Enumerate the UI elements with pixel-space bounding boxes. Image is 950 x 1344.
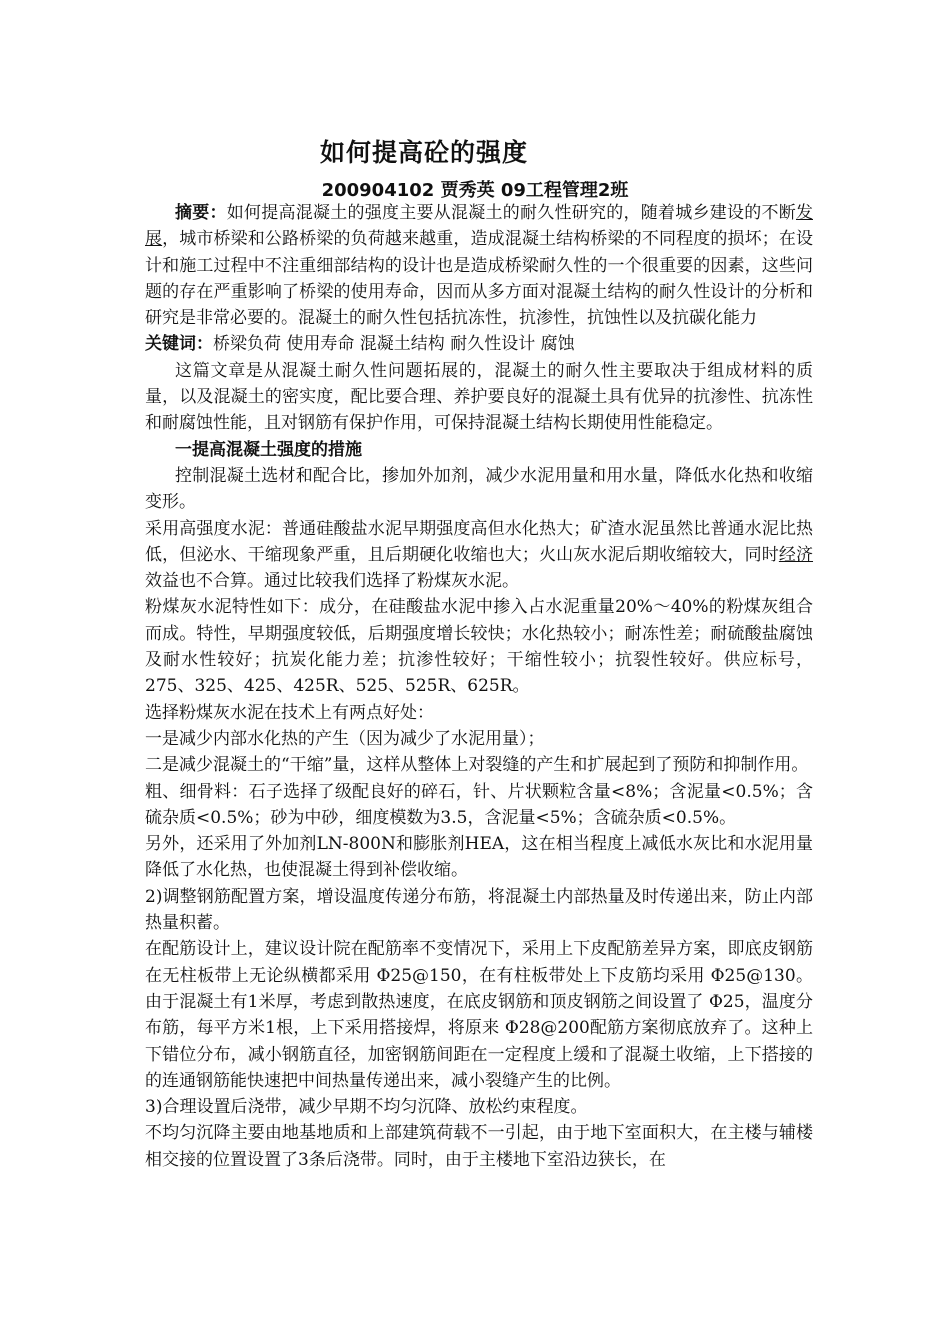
- author-byline: 200904102 贾秀英 09工程管理2班: [321, 180, 629, 201]
- cement-text-part-1: 采用高强度水泥：普通硅酸盐水泥早期强度高但水化热大；矿渣水泥虽然比普通水泥比热低，但泌水、干缩现象严重，且后期硬化收缩也大；火山灰水泥后期收缩较大，同时: [145, 518, 813, 565]
- control-paragraph: 控制混凝土选材和配合比，掺加外加剂，减少水泥用量和用水量，降低水化热和收缩变形。: [145, 465, 813, 513]
- abstract-link-development[interactable]: 发展: [145, 203, 813, 250]
- aggregate-paragraph: 粗、细骨料：石子选择了级配良好的碎石，针、片状颗粒含量<8%；含泥量<0.5%；含硫杂质<0.5%；砂为中砂，细度模数为3.5，含泥量<5%；含硫杂质<0.5%。: [145, 781, 813, 828]
- section-heading: 一提高混凝土强度的措施: [175, 439, 362, 460]
- step-3-paragraph: 3)合理设置后浇带，减少早期不均匀沉降、放松约束程度。: [145, 1097, 588, 1118]
- abstract-text-part-2: ，城市桥梁和公路桥梁的负荷越来越重，造成混凝土结构桥梁的不同程度的损坏；在设计和施工过程中不注重细部结构的设计也是造成桥梁耐久性的一个很重要的因素，这些问题的存在严重影响了桥梁的使用寿命，因而从多方面对混凝土结构的耐久性设计的分析和研究是非常必要的。混凝土的耐久性包括抗冻性，抗渗性，抗蚀性以及抗碳化能力: [145, 229, 814, 329]
- abstract-paragraph: [145, 200, 813, 331]
- cement-link-economy[interactable]: 经济: [778, 544, 814, 565]
- step-2-paragraph: 2)调整钢筋配置方案，增设温度传递分布筋，将混凝土内部热量及时传递出来，防止内部热量积蓄。: [145, 886, 813, 934]
- abstract-text-part-1: 如何提高混凝土的强度主要从混凝土的耐久性研究的，随着城乡建设的不断: [226, 203, 796, 223]
- document-title: 如何提高砼的强度: [319, 138, 528, 167]
- admixture-paragraph: 另外，还采用了外加剂LN-800N和膨胀剂HEA，这在相当程度上减低水灰比和水泥用量降低了水化热，也使混凝土得到补偿收缩。: [145, 834, 813, 881]
- cement-text-part-2: 效益也不合算。通过比较我们选择了粉煤灰水泥。: [145, 571, 519, 592]
- keywords-label: 关键词：: [145, 334, 213, 355]
- intro-paragraph: 这篇文章是从混凝土耐久性问题拓展的，混凝土的耐久性主要取决于组成材料的质量，以及混凝土的密实度，配比要合理、养护要良好的混凝土具有优异的抗渗性、抗冻性和耐腐蚀性能，且对钢筋有保护作用，可保持混凝土结构长期使用性能稳定。: [145, 360, 813, 434]
- flyash-paragraph: 粉煤灰水泥特性如下：成分，在硅酸盐水泥中掺入占水泥重量20%～40%的粉煤灰组合而成。特性，早期强度较低，后期强度增长较快；水化热较小；耐冻性差；耐硫酸盐腐蚀及耐水性较好；抗炭化能力差；抗渗性较好；干缩性较小；抗裂性较好。供应标号，275、325、425、425R、525、525R、625R。: [145, 597, 813, 697]
- cement-paragraph: [145, 516, 813, 595]
- keywords-text: 桥梁负荷 使用寿命 混凝土结构 耐久性设计 腐蚀: [213, 334, 575, 355]
- keywords-paragraph: [145, 331, 813, 357]
- benefit-1-paragraph: 一是减少内部水化热的产生（因为减少了水泥用量）；: [145, 728, 545, 749]
- benefit-2-paragraph: 二是减少混凝土的“干缩”量，这样从整体上对裂缝的产生和扩展起到了预防和抑制作用。: [145, 755, 809, 776]
- document-body: [145, 200, 813, 1173]
- abstract-label: 摘要：: [175, 203, 227, 223]
- settlement-paragraph: 不均匀沉降主要由地基地质和上部建筑荷载不一引起，由于地下室面积大，在主楼与辅楼相交接的位置设置了3条后浇带。同时，由于主楼地下室沿边狭长，在: [145, 1123, 813, 1170]
- rebar-paragraph: 在配筋设计上，建议设计院在配筋率不变情况下，采用上下皮配筋差异方案，即底皮钢筋在无柱板带上无论纵横都采用 Φ25@150，在有柱板带处上下皮筋均采用 Φ25@130。由于混凝土有1米厚，考虑到散热速度，在底皮钢筋和顶皮钢筋之间设置了 Φ25，温度分布筋，每平方米1根，上下采用搭接焊，将原来 Φ28@200配筋方案彻底放弃了。这种上下错位分布，减小钢筋直径，加密钢筋间距在一定程度上缓和了混凝土收缩，上下搭接的的连通钢筋能快速把中间热量传递出来，减小裂缝产生的比例。: [145, 939, 813, 1091]
- benefits-paragraph: 选择粉煤灰水泥在技术上有两点好处：: [145, 702, 434, 723]
